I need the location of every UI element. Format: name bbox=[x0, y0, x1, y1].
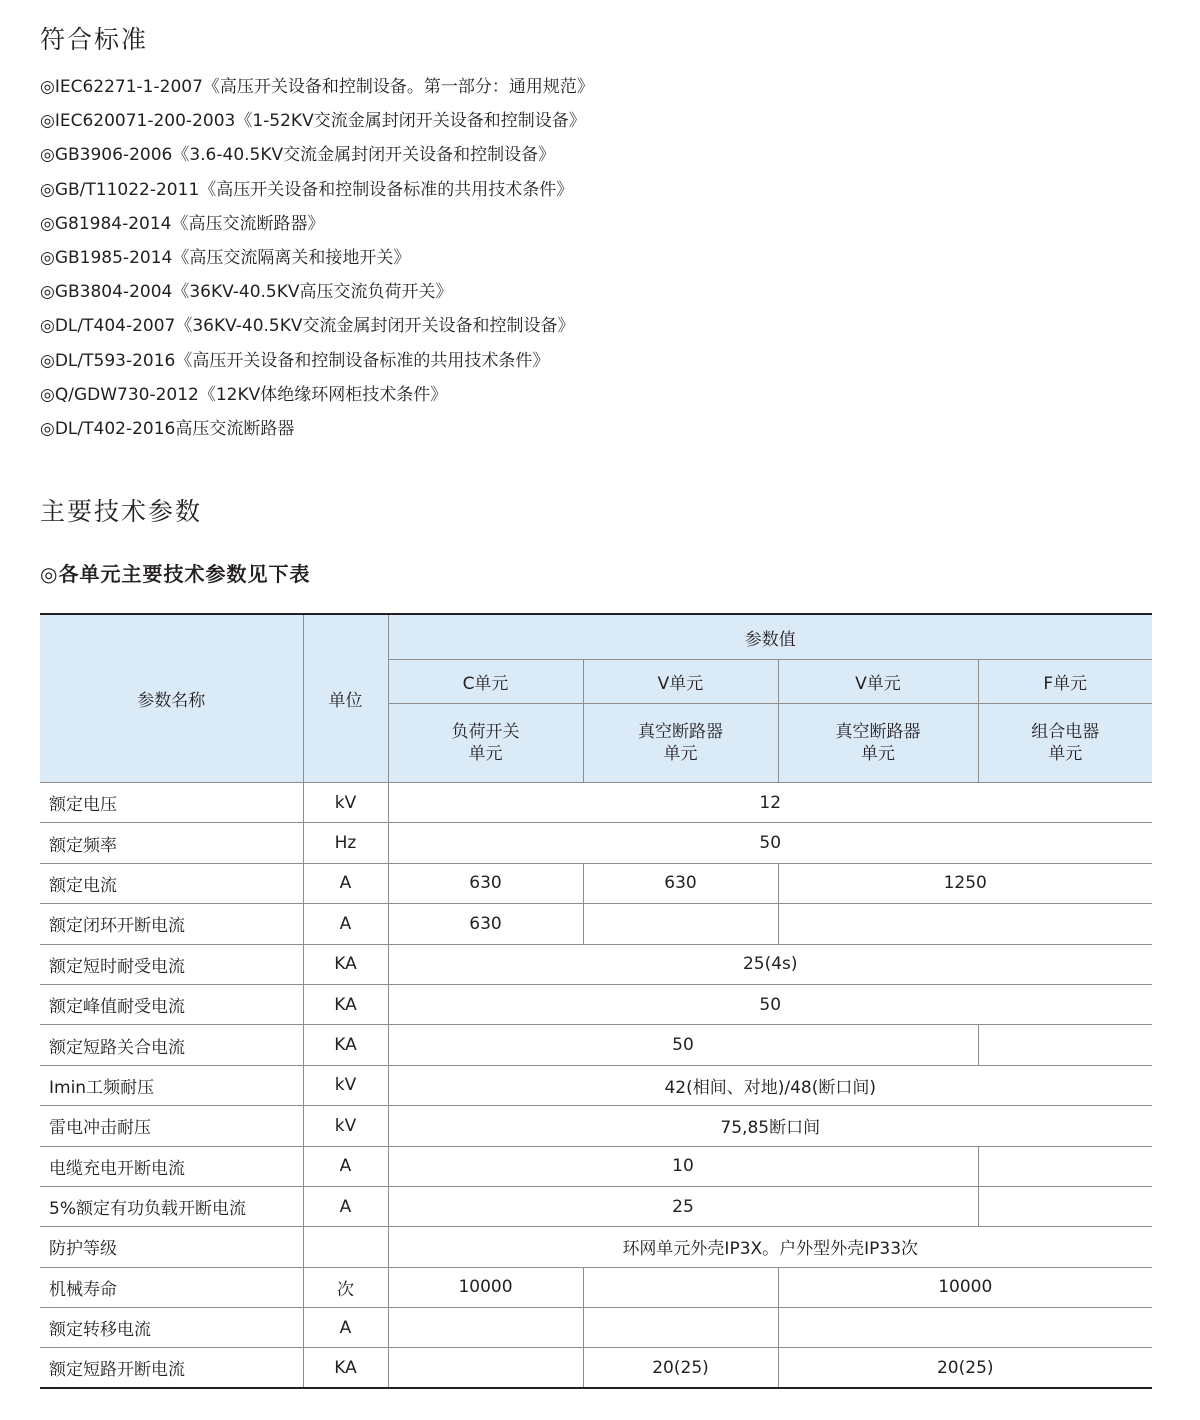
standard-item: ◎G81984-2014《高压交流断路器》 bbox=[40, 213, 325, 234]
param-unit: KA bbox=[303, 1025, 388, 1065]
param-unit: A bbox=[303, 1308, 388, 1348]
param-value-f bbox=[978, 1186, 1152, 1226]
header-unit-desc bbox=[978, 704, 1152, 783]
params-table bbox=[40, 613, 1152, 1389]
param-name: 额定短时耐受电流 bbox=[40, 944, 303, 984]
param-value: 50 bbox=[388, 984, 1152, 1024]
param-name: 额定闭环开断电流 bbox=[40, 904, 303, 944]
param-unit: KA bbox=[303, 944, 388, 984]
param-value: 42(相间、对地)/48(断口间) bbox=[388, 1065, 1152, 1105]
param-value-v2f: 1250 bbox=[778, 863, 1152, 903]
param-unit: A bbox=[303, 1146, 388, 1186]
header-unit-code: C单元 bbox=[388, 660, 583, 704]
param-name: 额定峰值耐受电流 bbox=[40, 984, 303, 1024]
params-subtitle: ◎各单元主要技术参数见下表 bbox=[40, 562, 311, 586]
params-title: 主要技术参数 bbox=[40, 497, 203, 526]
table-row bbox=[40, 783, 1152, 823]
param-name: 额定电流 bbox=[40, 863, 303, 903]
header-param-name: 参数名称 bbox=[40, 614, 303, 783]
header-unit-desc-line2: 单元 bbox=[468, 744, 503, 764]
param-name: 额定转移电流 bbox=[40, 1308, 303, 1348]
param-value: 12 bbox=[388, 783, 1152, 823]
table-row bbox=[40, 1146, 1152, 1186]
table-row bbox=[40, 1025, 1152, 1065]
header-unit-desc-line1: 负荷开关 bbox=[451, 722, 520, 742]
param-value-v2f bbox=[778, 1308, 1152, 1348]
header-unit-desc-line1: 组合电器 bbox=[1031, 722, 1100, 742]
param-unit: KA bbox=[303, 1348, 388, 1388]
table-row bbox=[40, 1227, 1152, 1267]
header-unit-desc-line2: 单元 bbox=[861, 744, 895, 764]
header-unit-desc bbox=[388, 704, 583, 783]
standard-item: ◎GB/T11022-2011《高压开关设备和控制设备标准的共用技术条件》 bbox=[40, 179, 574, 200]
param-name: Imin工频耐压 bbox=[40, 1065, 303, 1105]
standards-title: 符合标准 bbox=[40, 25, 149, 54]
param-unit bbox=[303, 1227, 388, 1267]
param-value-f bbox=[978, 1146, 1152, 1186]
header-unit-desc-line2: 单元 bbox=[663, 744, 698, 764]
standard-item: ◎IEC620071-200-2003《1-52KV交流金属封闭开关设备和控制设备》 bbox=[40, 111, 586, 132]
table-row bbox=[40, 1065, 1152, 1105]
standard-item: ◎DL/T402-2016高压交流断路器 bbox=[40, 418, 295, 439]
standard-item: ◎DL/T404-2007《36KV-40.5KV交流金属封闭开关设备和控制设备》 bbox=[40, 316, 575, 337]
param-value-v1 bbox=[583, 1267, 778, 1307]
param-name: 额定短路关合电流 bbox=[40, 1025, 303, 1065]
param-unit: kV bbox=[303, 783, 388, 823]
param-value: 环网单元外壳IP3X。户外型外壳IP33次 bbox=[388, 1227, 1152, 1267]
param-value-cvv: 10 bbox=[388, 1146, 978, 1186]
param-name: 额定频率 bbox=[40, 823, 303, 863]
param-unit: Hz bbox=[303, 823, 388, 863]
standard-item: ◎Q/GDW730-2012《12KV体绝缘环网柜技术条件》 bbox=[40, 384, 448, 405]
param-name: 防护等级 bbox=[40, 1227, 303, 1267]
param-value-c: 630 bbox=[388, 904, 583, 944]
standard-item: ◎GB3906-2006《3.6-40.5KV交流金属封闭开关设备和控制设备》 bbox=[40, 145, 556, 166]
param-unit: A bbox=[303, 1186, 388, 1226]
header-unit-desc bbox=[778, 704, 978, 783]
param-unit: A bbox=[303, 904, 388, 944]
param-value: 25(4s) bbox=[388, 944, 1152, 984]
header-unit-code: V单元 bbox=[583, 660, 778, 704]
param-unit: kV bbox=[303, 1106, 388, 1146]
table-row bbox=[40, 1308, 1152, 1348]
param-name: 电缆充电开断电流 bbox=[40, 1146, 303, 1186]
param-value-c bbox=[388, 1348, 583, 1388]
param-value-rest bbox=[778, 904, 1152, 944]
param-value-v1: 630 bbox=[583, 863, 778, 903]
table-row bbox=[40, 823, 1152, 863]
header-unit-desc-line1: 真空断路器 bbox=[835, 722, 921, 742]
param-value-cvv: 50 bbox=[388, 1025, 978, 1065]
param-value-v1: 20(25) bbox=[583, 1348, 778, 1388]
header-value-group: 参数值 bbox=[388, 614, 1152, 660]
param-value-v2f: 10000 bbox=[778, 1267, 1152, 1307]
param-unit: kV bbox=[303, 1065, 388, 1105]
param-unit: KA bbox=[303, 984, 388, 1024]
table-row bbox=[40, 944, 1152, 984]
param-value-v2f: 20(25) bbox=[778, 1348, 1152, 1388]
param-name: 机械寿命 bbox=[40, 1267, 303, 1307]
table-row bbox=[40, 904, 1152, 944]
params-table-wrapper bbox=[40, 613, 1152, 1389]
table-row bbox=[40, 1106, 1152, 1146]
param-value-c bbox=[388, 1308, 583, 1348]
param-value-cvv: 25 bbox=[388, 1186, 978, 1226]
param-name: 额定电压 bbox=[40, 783, 303, 823]
param-value-c: 630 bbox=[388, 863, 583, 903]
param-name: 5%额定有功负载开断电流 bbox=[40, 1186, 303, 1226]
param-value-f bbox=[978, 1025, 1152, 1065]
header-unit: 单位 bbox=[303, 614, 388, 783]
standard-item: ◎DL/T593-2016《高压开关设备和控制设备标准的共用技术条件》 bbox=[40, 350, 550, 371]
table-row bbox=[40, 863, 1152, 903]
header-unit-desc bbox=[583, 704, 778, 783]
param-value-v1 bbox=[583, 1308, 778, 1348]
standard-item: ◎GB1985-2014《高压交流隔离关和接地开关》 bbox=[40, 247, 411, 268]
header-unit-code: V单元 bbox=[778, 660, 978, 704]
param-name: 雷电冲击耐压 bbox=[40, 1106, 303, 1146]
table-row bbox=[40, 984, 1152, 1024]
table-row bbox=[40, 1267, 1152, 1307]
param-value-empty bbox=[583, 904, 778, 944]
param-name: 额定短路开断电流 bbox=[40, 1348, 303, 1388]
param-value: 75,85断口间 bbox=[388, 1106, 1152, 1146]
table-row bbox=[40, 1186, 1152, 1226]
param-unit: 次 bbox=[303, 1267, 388, 1307]
standard-item: ◎GB3804-2004《36KV-40.5KV高压交流负荷开关》 bbox=[40, 282, 453, 303]
param-value: 50 bbox=[388, 823, 1152, 863]
param-unit: A bbox=[303, 863, 388, 903]
header-unit-desc-line1: 真空断路器 bbox=[638, 722, 723, 742]
standard-item: ◎IEC62271-1-2007《高压开关设备和控制设备。第一部分：通用规范》 bbox=[40, 77, 594, 97]
standards-list bbox=[40, 72, 594, 448]
header-unit-code: F单元 bbox=[978, 660, 1152, 704]
header-unit-desc-line2: 单元 bbox=[1048, 744, 1083, 764]
param-value-c: 10000 bbox=[388, 1267, 583, 1307]
table-row bbox=[40, 1348, 1152, 1388]
